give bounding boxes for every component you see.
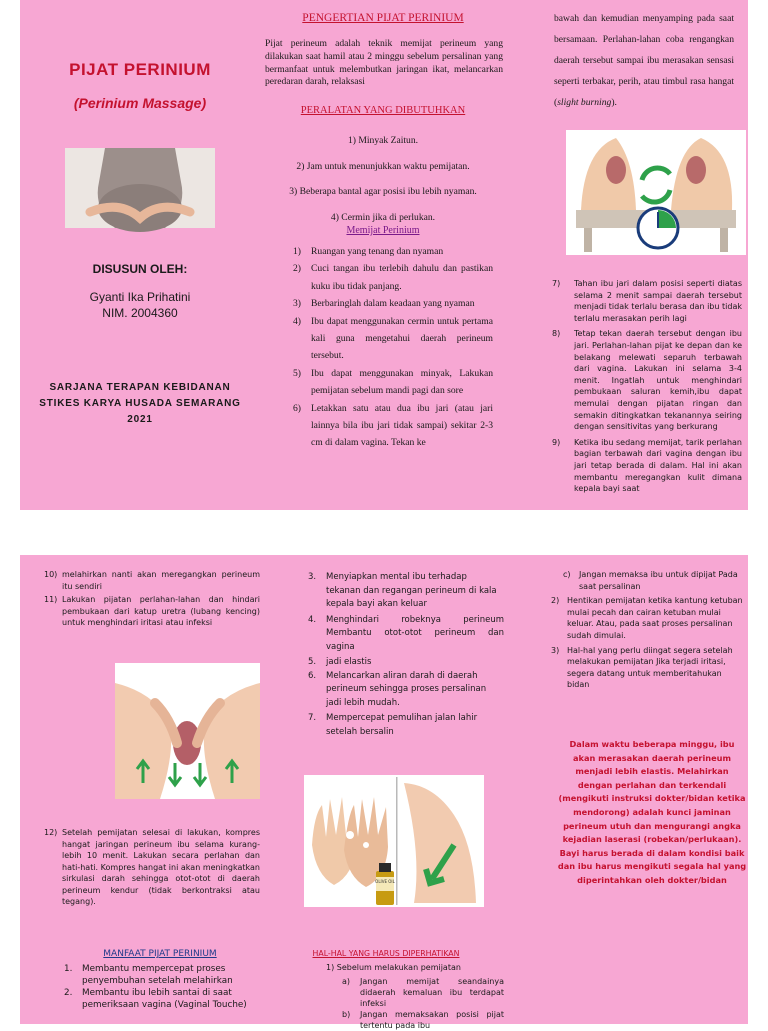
benefits-heading: MANFAAT PIJAT PERINIUM xyxy=(103,949,217,959)
list-item: c) Jangan memaksa ibu untuk dipijat Pada saat persalinan xyxy=(563,570,738,591)
list-item: 3) Berbaringlah dalam keadaan yang nyaman xyxy=(293,298,475,310)
list-item: b) Jangan memaksakan posisi pijat tertentu pada ibu xyxy=(342,1010,504,1030)
cover-title: PIJAT PERINIUM xyxy=(69,60,211,79)
list-item: 11) Lakukan pijatan perlahan-lahan dan hindari pembukaan dari katup uretra (lubang kencing) untuk menghindari iritasi atau infeksi xyxy=(44,595,260,627)
institution-block xyxy=(20,380,260,428)
pregnant-woman-photo xyxy=(65,148,215,228)
benefits-list-1 xyxy=(64,963,260,1011)
equipment-item: 4) Cermin jika di perlukan. xyxy=(330,211,436,223)
cover-subtitle: (Perinium Massage) xyxy=(73,95,207,111)
benefits-panel xyxy=(266,555,506,1030)
institution-program: SARJANA TERAPAN KEBIDANAN xyxy=(49,382,231,393)
steps-list-1 xyxy=(293,243,493,452)
list-item: 2) Cuci tangan ibu terlebih dahulu dan pastikan kuku ibu tidak panjang. xyxy=(293,263,493,292)
institution-name: STIKES KARYA HUSADA SEMARANG xyxy=(39,398,241,409)
list-item: a) Jangan memijat seandainya didaerah kemaluan ibu terdapat infeksi xyxy=(342,977,504,1008)
steps-panel xyxy=(506,0,748,510)
attention-intro: 1) Sebelum melakukan pemijatan xyxy=(326,963,461,972)
steps-list-2 xyxy=(552,278,742,495)
precautions-panel xyxy=(509,555,748,1024)
massage-timer-illustration xyxy=(566,130,746,255)
list-item: 8) Tetap tekan daerah tersebut dengan ibu jari. Perlahan-lahan pijat ke depan dan ke belakang melewati separuh terbawah dari vagina. Lakukan ini selama 3-4 menit. Ingatlah untuk menghindari pembukaan saluran kemih,ibu dapat memulai dengan pijatan ringan dan semakin ditingkatkan tekanannya seiring dengan sensitivitas yang berkurang xyxy=(552,329,742,432)
list-item: 3. Menyiapkan mental ibu terhadap tekanan dan regangan perineum di kala kepala bayi akan keluar xyxy=(308,572,497,609)
list-item: 12) Setelah pemijatan selesai di lakukan, kompres hangat jaringan perineum ibu selama kurang-lebih 10 menit. Lakukan secara perlahan dan hati-hati. Kompres hangat ini akan meningkatkan sirkulasi darah sehingga otot-otot di daerah perineum kendur (tidak berkontraksi atau tegang). xyxy=(44,828,260,906)
list-item: 7. Mempercepat pemulihan jalan lahir setelah bersalin xyxy=(308,713,478,737)
olive-oil-illustration xyxy=(304,775,484,907)
equipment-item: 2) Jam untuk menunjukkan waktu pemijatan. xyxy=(296,160,470,172)
attention-list xyxy=(342,976,504,1031)
brochure-inner-page xyxy=(20,555,748,1030)
step6-continuation: bawah dan kemudian menyamping pada saat bersamaan. Perlahan-lahan coba rengangkan daerah tersebut sampai ibu merasakan sensasi seperti terbakar, perih, atau timbul rasa hangat (slight burning). xyxy=(554,13,734,108)
list-item: 5) Ibu dapat menggunakan minyak, Lakukan pemijatan sebelum mandi pagi dan sore xyxy=(293,367,493,397)
steps-heading: Memijat Perinium xyxy=(346,225,420,236)
equipment-item: 1) Minyak Zaitun. xyxy=(347,135,419,146)
definition-heading: PENGERTIAN PIJAT PERINIUM xyxy=(302,12,464,24)
author-nim: NIM. 2004360 xyxy=(102,306,178,320)
list-item: 1. Membantu mempercepat proses penyembuhan setelah melahirkan xyxy=(64,964,233,986)
list-item: 2. Membantu ibu lebih santai di saat pemeriksaan vagina (Vaginal Touche) xyxy=(64,988,247,1010)
list-item: 7) Tahan ibu jari dalam posisi seperti diatas selama 2 menit sampai daerah tersebut menjadi tidak terlalu berasa dan ibu tidak terlalu merasakan perih lagi xyxy=(552,279,742,323)
list-item: 2) Hentikan pemijatan ketika kantung ketuban mulai pecah dan cairan ketuban mulai keluar. Atau, pada saat proses persalinan sudah dimulai. xyxy=(551,596,743,640)
list-item: 1) Ruangan yang tenang dan nyaman xyxy=(293,246,444,257)
equipment-heading: PERALATAN YANG DIBUTUHKAN xyxy=(300,105,466,116)
list-item: 3) Hal-hal yang perlu diingat segera setelah melakukan pemijatan Jika terjadi iritasi, segera datang untuk memberitahukan bidan xyxy=(551,645,733,690)
list-item: 9) Ketika ibu sedang memijat, tarik perlahan bagian terbawah dari vagina dengan ibu jari tetap berada di dalam. Hal ini akan membantu meregangkan kulit dimana kepala bayi saat xyxy=(552,437,743,494)
list-item: 6) Letakkan satu atau dua ibu jari (atau jari lainnya bila ibu jari tidak sampai) sekitar 2-3 cm di dalam vagina. Tekan ke xyxy=(293,402,493,449)
author-name: Gyanti Ika Prihatini xyxy=(89,290,191,304)
institution-year: 2021 xyxy=(127,414,153,425)
cover-panel xyxy=(20,0,260,510)
list-item: 10) melahirkan nanti akan meregangkan perineum itu sendiri xyxy=(44,570,260,591)
list-item: 6. Melancarkan aliran darah di daerah perineum sehingga proses persalinan jadi lebih mudah. xyxy=(308,670,487,708)
equipment-item: 3) Beberapa bantal agar posisi ibu lebih nyaman. xyxy=(289,186,477,197)
compiled-by-label: DISUSUN OLEH: xyxy=(92,262,188,276)
closing-message: Dalam waktu beberapa minggu, ibu akan merasakan daerah perineum menjadi lebih elastis. Melahirkan dengan perlahan dan terkendali (mengikuti instruksi dokter/bidan ketika mendorong) adalah kunci jaminan perineum utuh dan mengurangi angka kejadian laserasi (robekan/perlukaan). Bayi harus berada di dalam kondisi baik dan ibu harus mengikuti segala hal yang diperintahkan oleh dokter/bidan xyxy=(557,739,747,885)
definition-text: Pijat perineum adalah teknik memijat perineum yang dilakukan saat hamil atau 2 minggu sebelum persalinan yang bermanfaat untuk melembutkan jaringan ikat, melancarkan peredaran darah, relaksasi xyxy=(265,38,503,88)
list-item: 4) Ibu dapat menggunakan cermin untuk pertama kali guna mengetahui daerah perineum tersebut. xyxy=(293,315,493,362)
definition-panel xyxy=(263,0,503,510)
oil-bottle-label: OLIVE OIL xyxy=(375,879,395,884)
thumb-massage-illustration xyxy=(115,663,260,799)
equipment-list xyxy=(263,128,503,230)
steps-list-3 xyxy=(44,569,260,629)
precautions-list xyxy=(551,569,743,691)
steps-list-4 xyxy=(44,827,260,908)
benefits-list-2 xyxy=(308,571,504,739)
list-item: 4. Menghindari robeknya perineum Membantu otot-otot perineum dan vagina xyxy=(308,614,504,652)
attention-heading: HAL-HAL YANG HARUS DIPERHATIKAN xyxy=(312,949,460,958)
list-item: 5. jadi elastis xyxy=(308,657,372,667)
brochure-outer-page xyxy=(20,0,748,510)
steps-continued-panel xyxy=(20,555,263,1024)
